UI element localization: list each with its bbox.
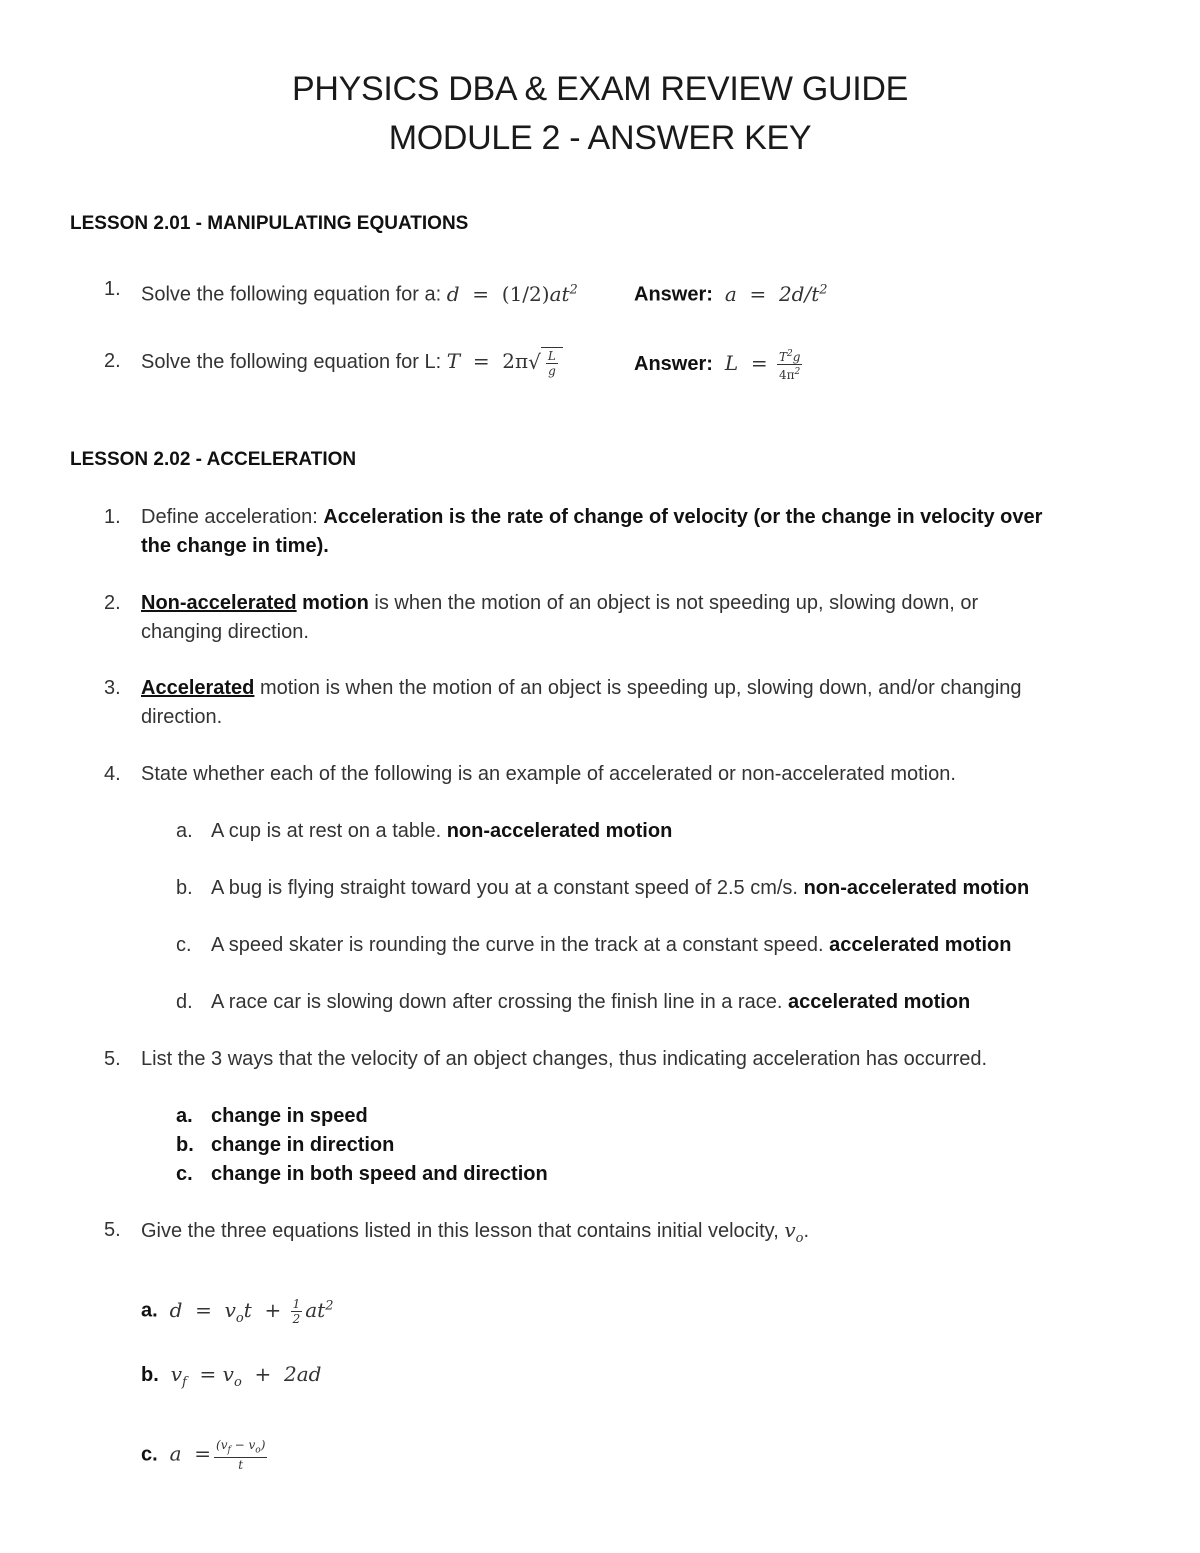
square-root-icon: √ $\frac{L}{g}$ bbox=[528, 347, 563, 378]
answer bbox=[634, 347, 805, 382]
answer-term: Accelerated bbox=[141, 677, 255, 699]
question-number: 5. bbox=[104, 1219, 121, 1241]
answer-text: Acceleration is the rate of change of velocity (or the change in velocity over bbox=[323, 506, 1043, 528]
question-number: 1. bbox=[104, 506, 121, 528]
item-letter: b. bbox=[176, 1134, 194, 1156]
question-prompt: Solve the following equation for a: bbox=[141, 283, 447, 306]
question-text: State whether each of the following is an example of accelerated or non-accelerated motion. bbox=[141, 763, 956, 785]
item-letter: a. bbox=[176, 1105, 193, 1127]
equation-d-half-at2: $d = (1/2)at^2$ bbox=[446, 281, 578, 306]
answer-equation: L = bbox=[718, 350, 774, 375]
item-answer: non-accelerated motion bbox=[803, 877, 1030, 899]
list-item bbox=[211, 817, 672, 846]
item-letter: c. bbox=[176, 1163, 193, 1185]
item-text: A race car is slowing down after crossing the finish line in a race. bbox=[211, 991, 788, 1013]
question-number: 2. bbox=[104, 350, 121, 372]
question-number: 3. bbox=[104, 677, 121, 699]
question-text bbox=[141, 503, 1042, 532]
question-text: Give the three equations listed in this lesson that contains initial velocity, $v_o$. bbox=[141, 1218, 810, 1246]
item-answer: accelerated motion bbox=[829, 934, 1012, 956]
item-text: A speed skater is rounding the curve in the track at a constant speed. bbox=[211, 934, 830, 956]
fraction: $\frac{1}{2}$ bbox=[292, 1296, 301, 1326]
answer-term-tail: motion bbox=[296, 592, 369, 614]
question-number: 2. bbox=[104, 592, 121, 614]
item-answer: non-accelerated motion bbox=[446, 820, 673, 842]
item-text: A cup is at rest on a table. bbox=[211, 820, 447, 842]
question-number: 5. bbox=[104, 1048, 121, 1070]
question-text-continued: direction. bbox=[141, 706, 223, 728]
list-item bbox=[211, 931, 1011, 960]
question-text: List the 3 ways that the velocity of an object changes, thus indicating acceleration has occurred. bbox=[141, 1048, 988, 1070]
answer-term: Non-accelerated bbox=[141, 592, 297, 614]
answer-label: Answer: bbox=[634, 352, 713, 375]
list-item bbox=[211, 988, 970, 1017]
answer-equation: $a = 2d/t^2$ bbox=[718, 281, 828, 306]
question-prompt: is when the motion of an object is not speeding up, slowing down, or bbox=[368, 592, 979, 614]
lesson-heading: LESSON 2.01 - MANIPULATING EQUATIONS bbox=[70, 213, 469, 234]
list-item: change in direction bbox=[211, 1134, 395, 1156]
equation-pendulum-period: T = 2π bbox=[446, 349, 529, 373]
item-letter: a. bbox=[176, 820, 193, 842]
equation-c: c. a = $\frac{(v_f - v_o)}{t}$ bbox=[141, 1438, 266, 1473]
page-title: PHYSICS DBA & EXAM REVIEW GUIDE bbox=[291, 70, 909, 108]
equation-a: a. $d = v_ot$ + $\frac{1}{2}$ $at^2$ bbox=[141, 1296, 334, 1326]
item-answer: accelerated motion bbox=[787, 991, 971, 1013]
question-text bbox=[141, 275, 578, 310]
answer-label: Answer: bbox=[634, 283, 713, 306]
question-prompt: Define acceleration: bbox=[141, 506, 324, 528]
equation-letter: a. bbox=[141, 1299, 158, 1322]
question-text bbox=[141, 674, 1022, 703]
lesson-heading: LESSON 2.02 - ACCELERATION bbox=[70, 449, 357, 470]
fraction: $\frac{(v_f - v_o)}{t}$ bbox=[216, 1438, 266, 1473]
question-number: 4. bbox=[104, 763, 121, 785]
equation-letter: b. bbox=[141, 1364, 159, 1386]
fraction: $\frac{T^2g}{4\pi^2}$ bbox=[778, 349, 801, 382]
item-letter: c. bbox=[176, 934, 192, 956]
equation-b: b. $v_f = v_o + 2ad$ bbox=[141, 1362, 322, 1390]
page-subtitle: MODULE 2 - ANSWER KEY bbox=[388, 119, 812, 157]
item-text: A bug is flying straight toward you at a constant speed of 2.5 cm/s. bbox=[211, 877, 804, 899]
question-prompt: Give the three equations listed in this lesson that contains initial velocity, bbox=[141, 1220, 785, 1242]
initial-velocity-symbol: $v_o$ bbox=[784, 1218, 804, 1246]
list-item bbox=[211, 874, 1029, 903]
item-letter: d. bbox=[176, 991, 193, 1013]
answer-text: the change in time). bbox=[141, 535, 329, 557]
question-text-continued: changing direction. bbox=[141, 621, 309, 643]
item-letter: b. bbox=[176, 877, 193, 899]
list-item: change in speed bbox=[211, 1105, 368, 1127]
equation-letter: c. bbox=[141, 1443, 158, 1466]
question-text bbox=[141, 589, 978, 618]
question-prompt: motion is when the motion of an object is speeding up, slowing down, and/or changing bbox=[254, 677, 1022, 699]
question-prompt: Solve the following equation for L: bbox=[141, 351, 447, 373]
question-text bbox=[141, 347, 563, 378]
list-item: change in both speed and direction bbox=[211, 1163, 548, 1185]
answer bbox=[634, 275, 828, 310]
question-number: 1. bbox=[104, 278, 121, 300]
